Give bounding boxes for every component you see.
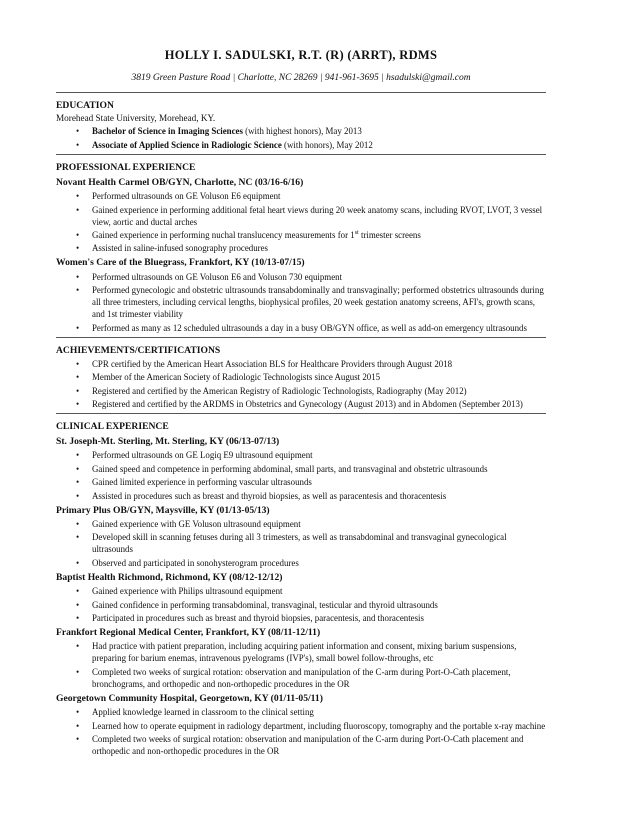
list-item: • Performed ultrasounds on GE Logiq E9 ultrasound equipment [56,449,546,461]
list-item: • Gained experience with GE Voluson ultrasound equipment [56,518,546,530]
bullet-list [56,358,546,410]
bullet-list [56,706,546,757]
resume-page [56,48,546,760]
achievements-section [56,345,546,411]
section-title-achievements: ACHIEVEMENTS/CERTIFICATIONS [56,344,221,356]
clinical-section [56,421,546,757]
list-item: • Developed skill in scanning fetuses during all 3 trimesters, as well as transabdominal and transvaginal gynecological ultrasounds [56,531,546,555]
bullet-list [56,190,546,254]
divider [56,92,546,93]
list-item: • CPR certified by the American Heart Association BLS for Healthcare Providers through August 2018 [56,358,546,370]
bullet-text: trimester screens [358,229,421,240]
degree-name: Associate of Applied Science in Radiologic Science [92,139,282,150]
job-heading: Frankfort Regional Medical Center, Frankfort, KY (08/11-12/11) [56,626,321,638]
list-item: • Participated in procedures such as breast and thyroid biopsies, paracentesis, and thoracentesis [56,612,546,624]
candidate-name: HOLLY I. SADULSKI, R.T. (R) (ARRT), RDMS [164,48,438,62]
list-item: • Completed two weeks of surgical rotation: observation and manipulation of the C-arm during Port-O-Cath placement and orthopedic and non-orthopedic procedures in the OR [56,733,546,757]
list-item: • Had practice with patient preparation, including acquiring patient information and consent, mixing barium suspensions, preparing for barium enemas, intravenous pyelograms (IVP's), small bowel follow-throughs, etc [56,640,546,664]
bullet-list [56,449,546,501]
section-title-clinical: CLINICAL EXPERIENCE [56,421,169,433]
list-item: • Registered and certified by the American Registry of Radiologic Technologists, Radiography (May 2012) [56,385,546,397]
divider [56,337,546,338]
job-heading: Women's Care of the Bluegrass, Frankfort, KY (10/13-07/15) [56,257,305,269]
bullet-list [56,640,546,689]
job-heading: Baptist Health Richmond, Richmond, KY (08/12-12/12) [56,571,283,583]
list-item: • Performed ultrasounds on GE Voluson E6 and Voluson 730 equipment [56,271,546,283]
school-name: Morehead State University, Morehead, KY. [56,113,216,123]
divider [56,413,546,414]
list-item: • Registered and certified by the ARDMS in Obstetrics and Gynecology (August 2013) and in Abdomen (September 2013) [56,398,546,410]
list-item: • Gained speed and competence in performing abdominal, small parts, and transvaginal and obstetric ultrasounds [56,463,546,475]
professional-section [56,162,546,334]
list-item: • Learned how to operate equipment in radiology department, including fluoroscopy, tomography and the portable x-ray machine [56,720,546,732]
job-heading: St. Joseph-Mt. Sterling, Mt. Sterling, KY (06/13-07/13) [56,436,280,448]
list-item [56,125,546,137]
list-item [56,229,546,241]
list-item: • Observed and participated in sonohysterogram procedures [56,557,546,569]
contact-line: 3819 Green Pasture Road | Charlotte, NC 28269 | 941-961-3695 | hsadulski@gmail.com [131,73,471,83]
list-item: • Gained limited experience in performing vascular ultrasounds [56,476,546,488]
job-heading: Georgetown Community Hospital, Georgetown, KY (01/11-05/11) [56,692,323,704]
divider [56,154,546,155]
bullet-list [56,585,546,624]
list-item: • Member of the American Society of Radiologic Technologists since August 2015 [56,371,546,383]
superscript: st [354,229,359,236]
section-title-education: EDUCATION [56,100,114,111]
bullet-list [56,271,546,334]
list-item: • Performed gynecologic and obstetric ultrasounds transabdominally and transvaginally; performed obstetrics ultrasounds during all three trimesters, including cervical lengths, biophysical profiles, 20 week gestation anatomy screens, AFI's, growth scans, and 1st trimester viability [56,284,546,320]
list-item: • Gained experience in performing additional fetal heart views during 20 week anatomy scans, including RVOT, LVOT, 3 vessel view, aortic and ductal arches [56,204,546,228]
list-item [56,139,546,151]
list-item: • Applied knowledge learned in classroom to the clinical setting [56,706,546,718]
degree-detail: (with highest honors), May 2013 [242,126,362,137]
education-section [56,100,546,151]
degree-list [56,125,546,150]
list-item: • Assisted in procedures such as breast and thyroid biopsies, as well as paracentesis and thoracentesis [56,490,546,502]
bullet-text: Gained experience in performing nuchal translucency measurements for 1 [92,229,355,240]
degree-detail: (with honors), May 2012 [281,139,373,150]
bullet-list [56,518,546,569]
job-heading: Primary Plus OB/GYN, Maysville, KY (01/13-05/13) [56,504,270,516]
list-item: • Gained experience with Philips ultrasound equipment [56,585,546,597]
degree-name: Bachelor of Science in Imaging Sciences [92,126,243,137]
list-item: • Performed ultrasounds on GE Voluson E6 equipment [56,190,546,202]
section-title-professional: PROFESSIONAL EXPERIENCE [56,161,196,173]
list-item: • Performed as many as 12 scheduled ultrasounds a day in a busy OB/GYN office, as well as add-on emergency ultrasounds [56,322,546,334]
list-item: • Completed two weeks of surgical rotation: observation and manipulation of the C-arm during Port-O-Cath placement, bronchograms, and orthopedic and non-orthopedic procedures in the OR [56,666,546,690]
list-item: • Gained confidence in performing transabdominal, transvaginal, testicular and thyroid ultrasounds [56,599,546,611]
job-heading: Novant Health Carmel OB/GYN, Charlotte, NC (03/16-6/16) [56,176,304,188]
list-item: • Assisted in saline-infused sonography procedures [56,242,546,254]
